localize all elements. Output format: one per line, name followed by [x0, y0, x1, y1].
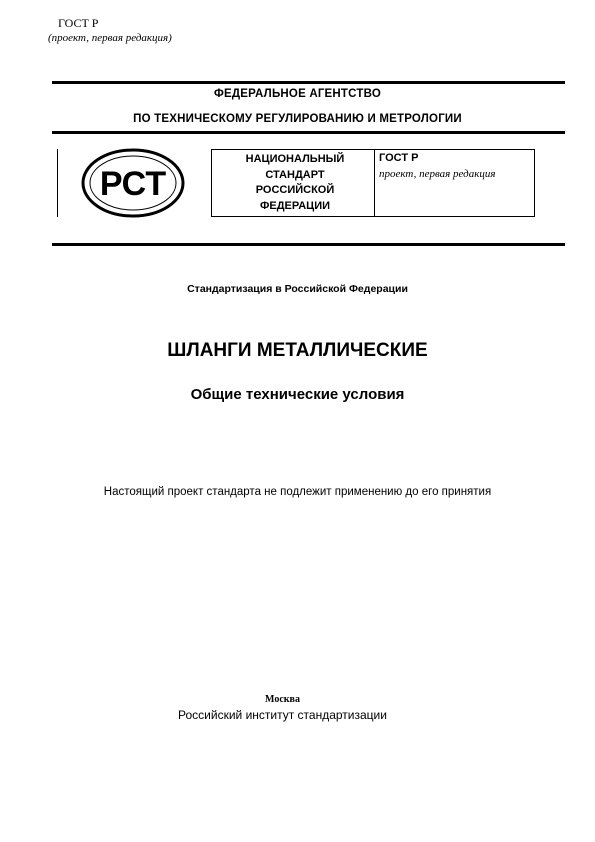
national-line-1: НАЦИОНАЛЬНЫЙ [245, 153, 345, 165]
agency-line-2: ПО ТЕХНИЧЕСКОМУ РЕГУЛИРОВАНИЮ И МЕТРОЛОГИИ [133, 113, 462, 125]
agency-rule [52, 131, 565, 134]
national-line-3: РОССИЙСКОЙ [255, 184, 335, 196]
series-title: Стандартизация в Российской Федерации [187, 283, 408, 295]
document-title: ШЛАНГИ МЕТАЛЛИЧЕСКИЕ [167, 340, 428, 361]
top-rule [52, 81, 565, 84]
stamp-gost-label: ГОСТ Р [379, 152, 419, 164]
rst-logo [80, 148, 186, 218]
national-line-2: СТАНДАРТ [265, 168, 325, 181]
footer-organization: Российский институт стандартизации [178, 708, 387, 722]
document-subtitle: Общие технические условия [190, 386, 405, 403]
top-gost-code: ГОСТ Р [58, 16, 99, 30]
national-standard-label [216, 152, 374, 214]
footer-city: Москва [265, 694, 300, 705]
svg-text:РСТ: РСТ [99, 165, 167, 203]
stamp-gost-note: проект, первая редакция [379, 168, 496, 180]
agency-line-1: ФЕДЕРАЛЬНОЕ АГЕНТСТВО [214, 88, 381, 100]
top-draft-note: (проект, первая редакция) [48, 32, 172, 44]
draft-notice: Настоящий проект стандарта не подлежит применению до его принятия [103, 486, 492, 498]
stamp-rule [52, 243, 565, 246]
national-line-4: ФЕДЕРАЦИИ [259, 199, 331, 212]
